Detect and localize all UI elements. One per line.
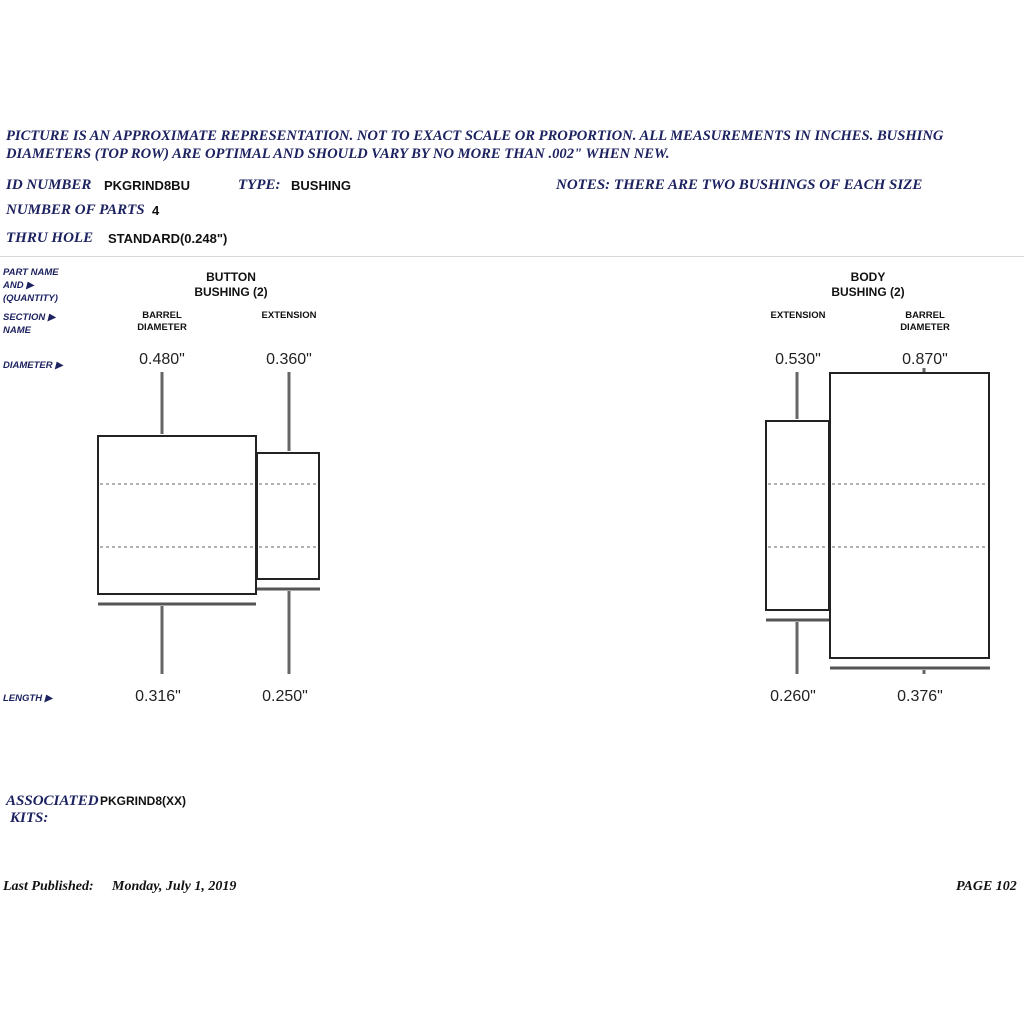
last-published-date: Monday, July 1, 2019 (112, 879, 237, 894)
last-published-label: Last Published: (3, 879, 94, 894)
type-value: BUSHING (291, 178, 351, 193)
body-barrel-section-line1: BARREL (905, 310, 945, 321)
button-extension-diameter: 0.360" (266, 351, 312, 368)
button-barrel-diameter: 0.480" (139, 351, 185, 368)
number-of-parts-value: 4 (152, 203, 160, 218)
notes-text: NOTES: THERE ARE TWO BUSHINGS OF EACH SIZE (556, 177, 923, 193)
body-barrel-body (830, 373, 989, 658)
button-extension-length: 0.250" (262, 688, 308, 705)
body-extension-length: 0.260" (770, 688, 816, 705)
body-extension-body (766, 421, 829, 610)
button-extension-section-line1: EXTENSION (261, 310, 317, 321)
id-number-value: PKGRIND8BU (104, 178, 190, 193)
button-barrel-section-line2: DIAMETER (137, 322, 187, 333)
part-name-row-label-line1: PART NAME (3, 267, 59, 278)
section-name-row-label-line1: SECTION ▶ (3, 312, 56, 323)
body-extension-part (766, 372, 829, 674)
button-barrel-body (98, 436, 256, 594)
number-of-parts-label: NUMBER OF PARTS (6, 202, 145, 218)
id-number-label: ID NUMBER (6, 177, 92, 193)
thru-hole-label: THRU HOLE (6, 230, 94, 246)
associated-kits-label-line1: ASSOCIATED (6, 793, 99, 809)
section-name-row-label-line2: NAME (3, 325, 31, 336)
body-extension-section-line1: EXTENSION (770, 310, 826, 321)
length-row-label: LENGTH ▶ (3, 693, 52, 704)
body-barrel-section-line2: DIAMETER (900, 322, 950, 333)
body-barrel-part (830, 368, 990, 674)
button-barrel-length: 0.316" (135, 688, 181, 705)
associated-kits-value: PKGRIND8(XX) (100, 794, 187, 808)
page-number: PAGE 102 (956, 879, 1017, 894)
type-label: TYPE: (238, 177, 281, 193)
button-barrel-part (98, 372, 256, 674)
associated-kits-label (6, 793, 99, 827)
button-bushing-name-line1: BUTTON (206, 270, 256, 284)
body-barrel-length: 0.376" (897, 688, 943, 705)
button-bushing-name-line2: BUSHING (2) (194, 285, 268, 299)
button-extension-body (257, 453, 319, 579)
body-barrel-diameter: 0.870" (902, 351, 948, 368)
part-name-row-label-line2: AND ▶ (3, 280, 34, 291)
body-extension-diameter: 0.530" (775, 351, 821, 368)
part-name-row-label-line3: (QUANTITY) (3, 293, 58, 304)
body-bushing-name-line1: BODY (850, 270, 886, 284)
button-extension-part (257, 372, 320, 674)
disclaimer-text: PICTURE IS AN APPROXIMATE REPRESENTATION. NOT TO EXACT SCALE OR PROPORTION. ALL MEASUREMENTS IN INCHES. BUSHING DIAMETERS (TOP ROW) ARE OPTIMAL AND SHOULD VARY BY NO MORE THAN .002" WHEN NEW. (6, 128, 944, 162)
button-barrel-section-line1: BARREL (142, 310, 182, 321)
body-bushing-name-line2: BUSHING (2) (831, 285, 905, 299)
associated-kits-label-line2: KITS: (10, 810, 49, 826)
diameter-row-label: DIAMETER ▶ (3, 360, 63, 371)
thru-hole-value: STANDARD(0.248") (108, 231, 228, 246)
